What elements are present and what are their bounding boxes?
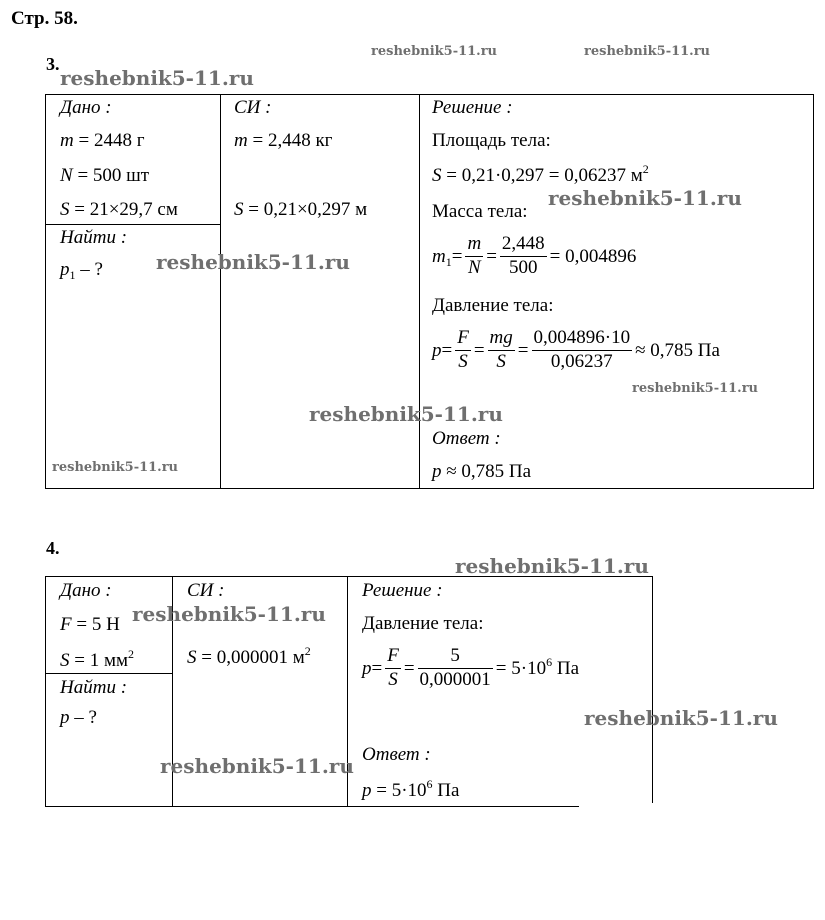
given-mass: m = 2448 г (60, 130, 145, 151)
watermark: reshebnik5-11.ru (371, 44, 498, 59)
si-area: S = 0,21×0,297 м (234, 199, 368, 220)
given-force: F = 5 Н (60, 614, 120, 635)
watermark: reshebnik5-11.ru (309, 402, 503, 426)
solution-header: Решение : (362, 580, 443, 601)
find-header: Найти : (60, 677, 128, 698)
table-divider-given-find (45, 673, 173, 674)
mass-label: Масса тела: (432, 201, 528, 222)
table-divider-given-si (220, 94, 221, 489)
si-area: S = 0,000001 $м^2$ (187, 644, 311, 668)
si-header: СИ : (234, 97, 272, 118)
watermark: reshebnik5-11.ru (548, 186, 742, 210)
given-header: Дано : (60, 580, 112, 601)
find-pressure: $p_1$ – ? (60, 259, 103, 282)
table-border-bottom (45, 488, 814, 489)
watermark: reshebnik5-11.ru (52, 460, 179, 475)
pressure-label: Давление тела: (362, 613, 484, 634)
mass-formula: $m_1=$ $\frac{m}{N}$ = $\frac{2,448}{500}$ = 0,004896 (432, 233, 637, 278)
table-border-right (813, 94, 814, 489)
answer-header: Ответ : (432, 428, 501, 449)
page-title: Стр. 58. (11, 8, 78, 29)
watermark: reshebnik5-11.ru (160, 754, 354, 778)
answer-header: Ответ : (362, 744, 431, 765)
table-divider-given-find (45, 224, 221, 225)
pressure-formula: p= $\frac{F}{S}$ = $\frac{mg}{S}$ = $\frac{0,004896\cdot 10}{0,06237}$ ≈ 0,785 Па (432, 327, 720, 372)
given-header: Дано : (60, 97, 112, 118)
watermark: reshebnik5-11.ru (632, 381, 759, 396)
table-border-left (45, 576, 46, 807)
area-formula: S = 0,21·0,297 = 0,06237 $м^2$ (432, 162, 649, 186)
find-header: Найти : (60, 227, 128, 248)
watermark: reshebnik5-11.ru (584, 706, 778, 730)
table-border-left (45, 94, 46, 489)
watermark: reshebnik5-11.ru (132, 602, 326, 626)
watermark: reshebnik5-11.ru (455, 554, 649, 578)
pressure-label: Давление тела: (432, 295, 554, 316)
table-divider-si-solution (419, 94, 420, 489)
task-4-number: 4. (46, 538, 60, 558)
answer-value: p ≈ 0,785 Па (432, 461, 532, 482)
solution-header: Решение : (432, 97, 513, 118)
si-mass: m = 2,448 кг (234, 130, 333, 151)
given-count: N = 500 шт (60, 165, 150, 186)
watermark: reshebnik5-11.ru (156, 250, 350, 274)
area-label: Площадь тела: (432, 130, 551, 151)
task-3-number: 3. (46, 54, 60, 74)
given-area: S = 1 $мм^2$ (60, 647, 135, 671)
watermark: reshebnik5-11.ru (60, 66, 254, 90)
given-area: S = 21×29,7 см (60, 199, 178, 220)
table-border-bottom (45, 806, 579, 807)
pressure-formula: p= $\frac{F}{S}$ = $\frac{5}{0,000001}$ = $5\cdot 10^6$ Па (362, 645, 579, 690)
find-pressure: p – ? (60, 707, 97, 728)
watermark: reshebnik5-11.ru (584, 44, 711, 59)
table-border-right (652, 576, 653, 803)
answer-value: $p = 5\cdot 10^6$ Па (362, 777, 460, 801)
si-header: СИ : (187, 580, 225, 601)
table-border-top (45, 94, 814, 95)
